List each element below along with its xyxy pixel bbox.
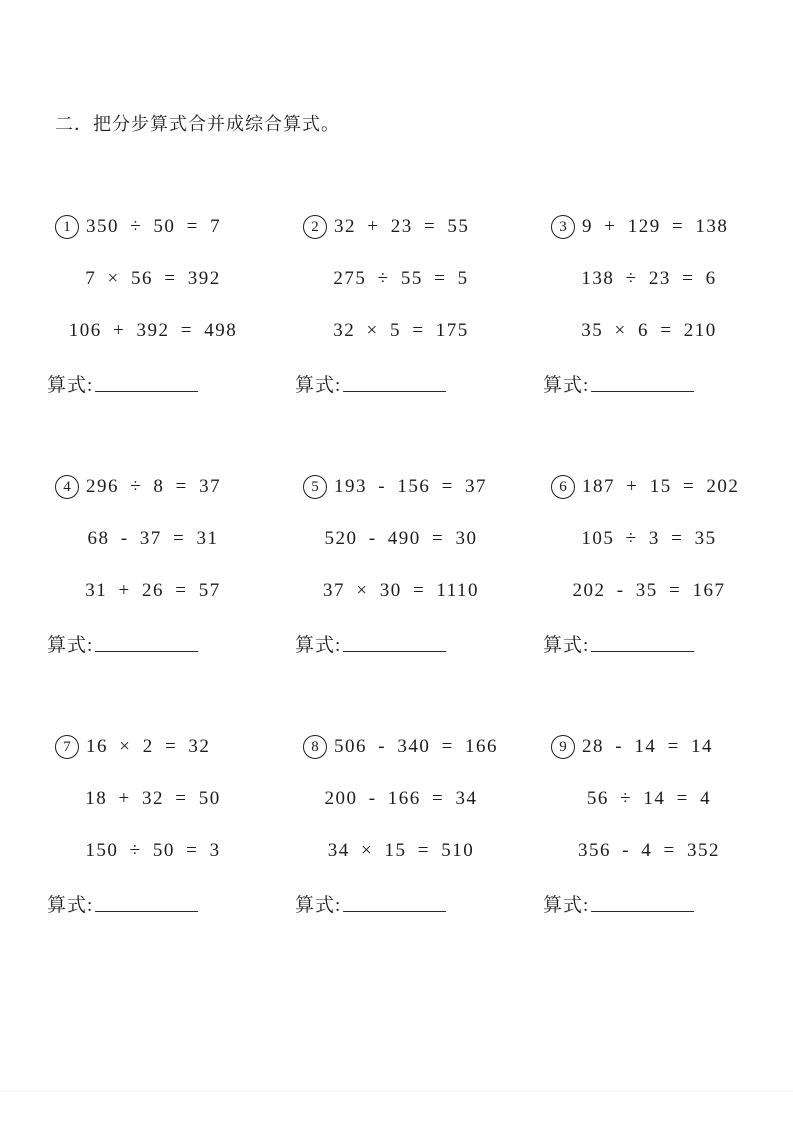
section-title: 二．把分步算式合并成综合算式。 xyxy=(55,114,340,134)
answer-label: 算式: xyxy=(47,634,94,656)
step-equation: 296 ÷ 8 = 37 xyxy=(86,476,222,497)
answer-line xyxy=(295,617,543,669)
step-equation: 200 - 166 = 34 xyxy=(324,788,478,809)
answer-blank[interactable] xyxy=(591,895,694,912)
step-equation: 275 ÷ 55 = 5 xyxy=(333,268,469,289)
problem-line xyxy=(543,773,755,825)
problem-number-badge: 7 xyxy=(55,735,79,759)
step-equation: 506 - 340 = 166 xyxy=(334,736,499,757)
step-equation: 105 ÷ 3 = 35 xyxy=(581,528,717,549)
problem-line xyxy=(543,305,755,357)
answer-blank[interactable] xyxy=(343,895,446,912)
step-equation: 187 + 15 = 202 xyxy=(582,476,740,497)
problem-number-badge: 8 xyxy=(303,735,327,759)
problem-line xyxy=(543,565,755,617)
answer-line xyxy=(543,357,791,409)
step-equation: 28 - 14 = 14 xyxy=(582,736,714,757)
step-equation: 106 + 392 = 498 xyxy=(68,320,238,341)
scan-edge-line xyxy=(0,1091,793,1092)
problem-line xyxy=(47,513,259,565)
problem-6 xyxy=(543,461,791,669)
problem-number-badge: 2 xyxy=(303,215,327,239)
answer-blank[interactable] xyxy=(591,375,694,392)
problem-number-badge: 3 xyxy=(551,215,575,239)
problem-line xyxy=(295,513,507,565)
step-equation: 9 + 129 = 138 xyxy=(582,216,729,237)
problem-3 xyxy=(543,201,791,409)
problem-number-badge: 9 xyxy=(551,735,575,759)
step-equation: 56 ÷ 14 = 4 xyxy=(586,788,712,809)
problem-line xyxy=(295,201,543,253)
answer-blank[interactable] xyxy=(95,635,198,652)
problem-line xyxy=(543,825,755,877)
problem-5 xyxy=(295,461,543,669)
step-equation: 37 × 30 = 1110 xyxy=(322,580,480,601)
problem-line xyxy=(543,513,755,565)
problem-8 xyxy=(295,721,543,929)
step-equation: 7 × 56 = 392 xyxy=(85,268,221,289)
answer-line xyxy=(47,357,295,409)
step-equation: 34 × 15 = 510 xyxy=(327,840,475,861)
answer-line xyxy=(47,617,295,669)
problem-line xyxy=(295,721,543,773)
step-equation: 350 ÷ 50 = 7 xyxy=(86,216,222,237)
step-equation: 32 × 5 = 175 xyxy=(333,320,469,341)
answer-blank[interactable] xyxy=(343,635,446,652)
problem-line xyxy=(47,721,295,773)
step-equation: 193 - 156 = 37 xyxy=(334,476,488,497)
problems-grid xyxy=(47,201,791,929)
answer-label: 算式: xyxy=(295,894,342,916)
answer-blank[interactable] xyxy=(343,375,446,392)
answer-label: 算式: xyxy=(47,894,94,916)
problem-7 xyxy=(47,721,295,929)
answer-label: 算式: xyxy=(47,374,94,396)
problem-line xyxy=(47,773,259,825)
problem-line xyxy=(47,305,259,357)
problem-line xyxy=(295,773,507,825)
problem-line xyxy=(543,201,791,253)
answer-line xyxy=(543,617,791,669)
problem-number-badge: 6 xyxy=(551,475,575,499)
problem-number-badge: 5 xyxy=(303,475,327,499)
step-equation: 31 + 26 = 57 xyxy=(85,580,221,601)
answer-blank[interactable] xyxy=(95,375,198,392)
problem-number-badge: 4 xyxy=(55,475,79,499)
answer-line xyxy=(295,877,543,929)
problem-line xyxy=(47,825,259,877)
step-equation: 356 - 4 = 352 xyxy=(577,840,721,861)
answer-blank[interactable] xyxy=(591,635,694,652)
answer-line xyxy=(47,877,295,929)
answer-line xyxy=(295,357,543,409)
answer-label: 算式: xyxy=(543,374,590,396)
answer-label: 算式: xyxy=(295,374,342,396)
step-equation: 138 ÷ 23 = 6 xyxy=(581,268,717,289)
problem-line xyxy=(295,253,507,305)
problem-line xyxy=(295,305,507,357)
problem-2 xyxy=(295,201,543,409)
step-equation: 35 × 6 = 210 xyxy=(581,320,717,341)
problem-line xyxy=(543,721,791,773)
step-equation: 18 + 32 = 50 xyxy=(85,788,221,809)
answer-label: 算式: xyxy=(543,894,590,916)
answer-label: 算式: xyxy=(295,634,342,656)
problem-line xyxy=(543,253,755,305)
answer-label: 算式: xyxy=(543,634,590,656)
step-equation: 32 + 23 = 55 xyxy=(334,216,470,237)
step-equation: 150 ÷ 50 = 3 xyxy=(85,840,221,861)
problem-line xyxy=(47,565,259,617)
problem-line xyxy=(47,461,295,513)
step-equation: 68 - 37 = 31 xyxy=(87,528,219,549)
step-equation: 202 - 35 = 167 xyxy=(572,580,726,601)
problem-line xyxy=(295,825,507,877)
problem-line xyxy=(47,253,259,305)
problem-line xyxy=(47,201,295,253)
problem-line xyxy=(543,461,791,513)
problem-line xyxy=(295,565,507,617)
step-equation: 16 × 2 = 32 xyxy=(86,736,211,757)
problem-4 xyxy=(47,461,295,669)
problem-line xyxy=(295,461,543,513)
answer-blank[interactable] xyxy=(95,895,198,912)
step-equation: 520 - 490 = 30 xyxy=(324,528,478,549)
problem-1 xyxy=(47,201,295,409)
problem-9 xyxy=(543,721,791,929)
answer-line xyxy=(543,877,791,929)
problem-number-badge: 1 xyxy=(55,215,79,239)
